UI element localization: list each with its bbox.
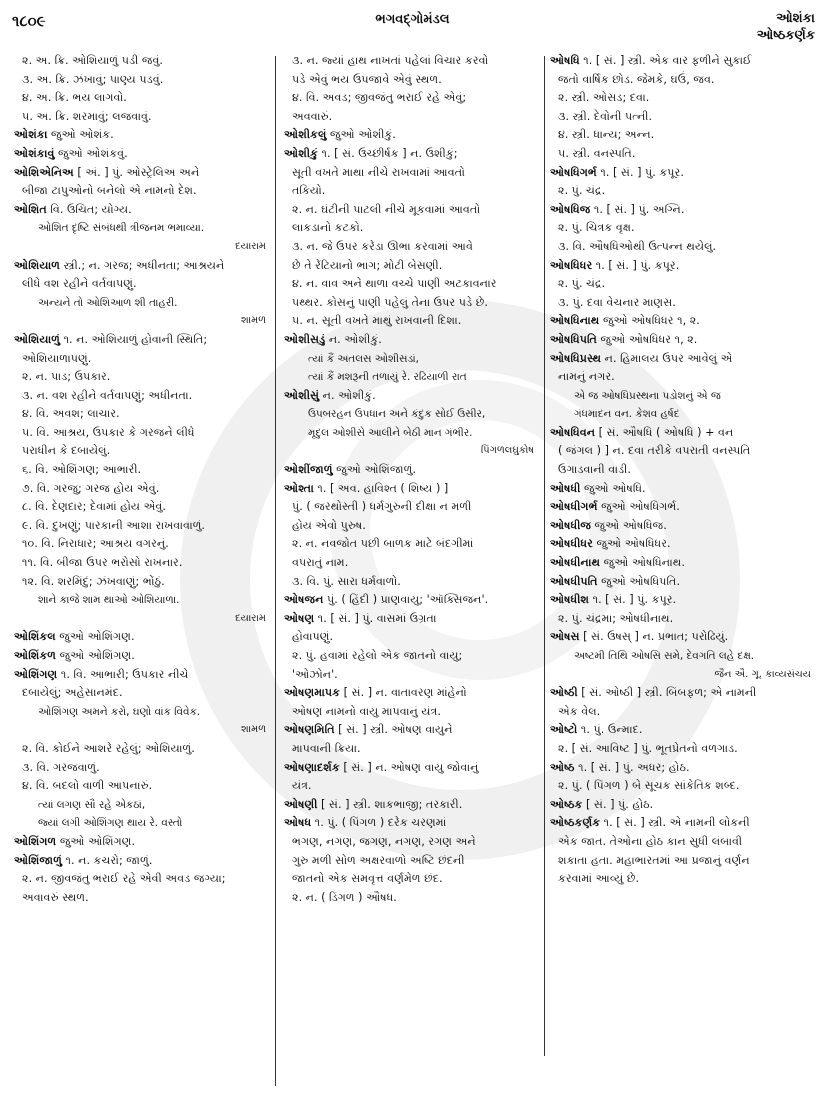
entry-headword: ઓષણમિતિ	[284, 723, 335, 737]
continuation-line: પડે એવું ભય ઉપજાવે એવું સ્થળ.	[292, 72, 442, 86]
dictionary-entry	[550, 517, 815, 536]
continuation-line: અવાવરું સ્થળ.	[22, 890, 89, 904]
dictionary-entry	[14, 852, 270, 871]
entry-headword: ઓષ્ઠ	[550, 760, 575, 774]
continuation-line: એક જાત. તેઓના હોઠ કાન સુધી લંબાવી	[558, 834, 743, 848]
quotation-source: દયારામ	[235, 240, 266, 252]
entry-headword: ઓશિંજાળું	[14, 853, 62, 867]
quotation-line: ઓશિંગણ અમને કરો, ઘણો વાંક વિવેક.	[38, 705, 201, 718]
entry-definition: જુઓ ઓશીકું.	[326, 128, 396, 142]
sense-line: ૨. પું. હવામાં રહેલો એક જાતનો વાયુ;	[292, 649, 463, 662]
entry-definition: [ સં. ] ન. ઓષણ વાયુ જોવાનું	[339, 760, 479, 774]
dictionary-entry	[14, 666, 270, 685]
sense-line: ૨. પું. ચંદ્રમા; ઓષધીનાથ.	[558, 611, 674, 625]
dictionary-entry	[550, 721, 815, 740]
continuation-line: દબાયેલું; અહેસાનમંદ.	[22, 686, 123, 700]
entry-definition: ૧. ન. ઓશિયાળું હોવાની સ્થિતિ;	[60, 332, 208, 346]
entry-headword: ઓષણી	[284, 797, 318, 811]
sense-line: ૫. ન. સૂતી વખતે માથું રાખવાની દિશા.	[292, 314, 462, 328]
entry-headword: ઓષધિવન	[550, 425, 596, 439]
dictionary-entry	[284, 145, 538, 164]
sense-line: ૩. ન. વશ રહીને વર્તવાપણું; અધીનતા.	[22, 388, 193, 402]
entry-definition: ૧. [ સં. ] સ્ત્રી. એક વાર ફળીને સુકાઈ	[579, 54, 752, 67]
dictionary-entry	[550, 480, 815, 499]
sense-line: ૫. સ્ત્રી. વનસ્પતિ.	[558, 146, 636, 160]
dictionary-entry	[284, 759, 538, 778]
entry-definition: જુઓ ઓશંક.	[47, 128, 114, 142]
entry-definition: જુઓ ઓશિંગણ.	[56, 834, 136, 848]
dictionary-entry	[550, 759, 815, 778]
entry-definition: જુઓ ઓશંકવું.	[54, 146, 128, 160]
quotation-line: અષ્ટમી તિથિ ઓષસિ સમે, દેવગતિ લહે દક્ષ.	[574, 650, 755, 662]
entry-headword: ઓષધિધર	[550, 258, 593, 272]
dictionary-entry	[550, 684, 815, 703]
entry-headword: ઓષધિપ્રસ્થ	[550, 351, 602, 365]
quotation-source: શામળ	[240, 315, 266, 327]
dictionary-entry	[550, 498, 815, 517]
dictionary-entry	[284, 814, 538, 833]
quotation-line: ગંધમાદન વન. કેશવ હર્ષદ	[574, 408, 680, 421]
sense-line: ૧૧. વિ. બીજા ઉપર ભરોસો રાખનાર.	[22, 556, 183, 570]
continuation-line: વપરાતું નામ.	[292, 556, 349, 570]
entry-headword: ઓષસ	[550, 630, 580, 644]
page-title: ભગવદ્ગોમંડલ	[375, 12, 450, 27]
dictionary-entry	[284, 387, 538, 406]
guide-words	[757, 10, 815, 44]
entry-headword: ઓષ્ઠક	[550, 797, 583, 811]
page-number: ૧૮૦૯	[12, 12, 46, 30]
continuation-line: હોવાપણું.	[292, 630, 334, 644]
entry-headword: ઓશિંકલ	[14, 630, 56, 644]
continuation-line: પું. ( જરથોસ્તી ) ધર્મગુરુની દીક્ષા ન મળી	[292, 500, 472, 514]
dictionary-entry	[14, 331, 270, 350]
dictionary-entry	[550, 796, 815, 815]
entry-headword: ઓશિંકળ	[14, 649, 57, 662]
entry-definition: ૧. [ સં. ] પું. કપૂર.	[596, 165, 684, 179]
entry-headword: ઓષધિગર્ભ	[550, 165, 597, 179]
column-divider	[544, 56, 545, 1056]
entry-definition: ન. ઓશીકું.	[319, 388, 376, 402]
sense-line: ૩. વિ. ઔષધિઓથી ઉત્પન્ન થયેલું.	[558, 239, 717, 253]
entry-definition: [ સં. ] ન. વાતાવરણ માંહેનો	[340, 686, 467, 700]
quotation-line: ત્યાં લગણ સૌ રહે એકઠાં,	[38, 798, 146, 811]
dictionary-entry	[550, 591, 815, 610]
sense-line: ૫. અ. ક્રિ. શરમાવું; લજવાવું.	[22, 109, 152, 123]
sense-line: ૩. ન. જ્યાં હાથ નાખતાં પહેલાં વિચાર કરવો	[292, 54, 489, 67]
entry-headword: ઓષ્ટો	[550, 723, 578, 737]
sense-line: ૩. ન. જે ઉપર કરેડા ઊભા કરવામાં આવે	[292, 239, 473, 253]
quotation-source: પિંગળલઘુકોષ	[480, 445, 534, 457]
entry-definition: ૧. વિ. આભારી; ઉપકાર નીચે	[57, 667, 189, 681]
continuation-line: એક વેલ.	[558, 704, 601, 718]
dictionary-entry	[14, 145, 270, 164]
dictionary-entry	[550, 201, 815, 220]
continuation-line: જતો વાર્ષિક છોડ. જેમકે, ઘઉં, જવ.	[558, 72, 715, 86]
entry-headword: ઓષધીજ	[550, 518, 591, 532]
quotation-source: દયારામ	[235, 612, 266, 624]
continuation-line: પથ્થર. કોસનું પાણી પહેલું તેના ઉપર પડે છે.	[292, 295, 488, 309]
entry-headword: ઓષધીનાથ	[550, 556, 601, 570]
entry-headword: ઓશ્તા	[284, 481, 314, 495]
dictionary-entry	[284, 591, 538, 610]
continuation-line: નામનું નગર.	[558, 370, 615, 384]
sense-line: ૨. ન. નવજોત પછી બાળક માટે બંદગીમાં	[292, 537, 474, 551]
dictionary-entry	[284, 721, 538, 740]
entry-definition: ૧. [ સં. ] પું. અગ્નિ.	[590, 202, 685, 216]
quotation-line: ઓશિત દૃષ્ટિ સંબંધથી ત્રીજનમ ભમાવ્યા.	[38, 222, 205, 235]
entry-headword: ઓશીકલું	[284, 128, 327, 142]
quotation-source: જૈન ઐ. ગૂ. કાવ્યસંચય	[714, 668, 811, 680]
entry-headword: ઓશિએનિઅ	[14, 165, 74, 179]
sense-line: ૨. પું. ( પિંગળ ) બે સૂચક સાંકેતિક શબ્દ.	[558, 779, 740, 793]
entry-headword: ઓશિંગળ	[14, 834, 57, 848]
continuation-line: તકિયો.	[292, 184, 326, 198]
sense-line: ૨. [ સં. આવિષ્ટ ] પું. ભૂતપ્રેતનો વળગાડ.	[558, 741, 738, 755]
sense-line: ૩. પું. દવા વેચનાર માણસ.	[558, 295, 676, 309]
entry-headword: ઓશંકા	[14, 128, 48, 142]
dictionary-entry	[284, 610, 538, 629]
entry-headword: ઓશીકું	[284, 146, 318, 160]
entry-headword: ઓશિયાળું	[14, 332, 61, 346]
entry-definition: જુઓ ઓષધિજ.	[590, 518, 667, 532]
entry-headword: ઓશિંગણ	[14, 667, 58, 681]
entry-definition: ૧. [ સં. ] પું. અધર; હોઠ.	[574, 760, 690, 774]
entry-definition: ૧. [ સં. ] સ્ત્રી. એ નામની લોકની	[600, 816, 750, 830]
sense-line: ૧૨. વિ. શરમિંદું; ઝંખવાણું; ભોંઠું.	[22, 574, 165, 588]
entry-headword: ઓષધિ	[550, 54, 580, 67]
dictionary-entry	[550, 350, 815, 369]
entry-definition: જુઓ ઓષધિગર્ભ.	[597, 500, 680, 514]
dictionary-entry	[284, 331, 538, 350]
continuation-line: લીધે વશ રહીને વર્તવાપણું.	[22, 277, 137, 291]
entry-definition: જુઓ ઓશિંગણ.	[55, 630, 135, 644]
sense-line: ૮. વિ. દેણદાર; દેવામાં હોય એવું.	[22, 500, 166, 514]
entry-definition: [ સં. ઉષસ્ ] ન. પ્રભાત; પરોઢિયું.	[579, 630, 729, 644]
entry-definition: ૧. પું. ઉન્માદ.	[577, 723, 643, 737]
dictionary-entry	[550, 312, 815, 331]
dictionary-entry	[550, 535, 815, 554]
entry-headword: ઓશીસું	[284, 388, 320, 402]
column-divider	[275, 56, 276, 1086]
quotation-line: મૃદુલ ઓશીસે આલીને બેઠી માન ગંભીર.	[308, 426, 473, 439]
dictionary-entry	[14, 164, 270, 183]
entry-headword: ઓષધી	[550, 481, 581, 495]
sense-line: ૩. વિ. ગરજવાળું.	[22, 760, 100, 774]
entry-headword: ઓશીસડું	[284, 332, 326, 346]
entry-definition: સ્ત્રી.; ન. ગરજ; અધીનતા; આશ્રયને	[60, 258, 225, 272]
entry-definition: જુઓ ઓષધિધર ૧, ૨.	[596, 332, 698, 346]
continuation-line: સૂતી વખતે માથા નીચે રાખવામાં આવતો	[292, 165, 465, 179]
dictionary-entry	[550, 814, 815, 833]
entry-definition: જુઓ ઓશિંગણ.	[56, 649, 135, 662]
entry-definition: ૧. [ સં. ] પું. કપૂર.	[592, 258, 680, 272]
dictionary-entry	[14, 201, 270, 220]
dictionary-entry	[14, 126, 270, 145]
quotation-line: ઉપબરહન ઉપધાન અને કંદુક સોઈ ઉસીર,	[308, 408, 486, 421]
entry-definition: [ સં. ] સ્ત્રી. શાકભાજી; તરકારી.	[317, 797, 463, 811]
dictionary-entry	[550, 573, 815, 592]
dictionary-entry	[14, 833, 270, 852]
entry-headword: ઓષધીપતિ	[550, 574, 598, 588]
sense-line: ૪. વિ. અવડ; જીવજંતુ ભરાઈ રહે એવું;	[292, 91, 467, 105]
column-right	[550, 52, 815, 889]
continuation-line: છે તે રેંટિયાનો ભાગ; મોટી બેસણી.	[292, 258, 443, 272]
dictionary-entry	[550, 52, 815, 71]
dictionary-entry	[284, 684, 538, 703]
entry-definition: ન. હિમાલય ઉપર આવેલું એ	[601, 351, 733, 365]
sense-line: ૩. અ. ક્રિ. ઝંખાવું; પાણ્ય પડવું.	[22, 72, 164, 86]
entry-headword: ઓષધ	[284, 816, 312, 830]
sense-line: ૨. અ. ક્રિ. ઓશિયાળું પડી જવું.	[22, 54, 163, 67]
entry-definition: [ સં. ] સ્ત્રી. ઓષણ વાયુને	[334, 723, 453, 737]
dictionary-entry	[284, 796, 538, 815]
column-left	[14, 52, 270, 907]
sense-line: ૯. વિ. દુખણું; પારકાની આશા રાખવાવાળું.	[22, 518, 205, 532]
entry-definition: ન. ઓશીકું.	[325, 332, 382, 346]
sense-line: ૬. વિ. ઓશિંગણ; આભારી.	[22, 463, 142, 477]
entry-definition: જુઓ ઓષધિપતિ.	[597, 574, 681, 588]
entry-definition: [ સં. ઔષધિ ( ઓષધિ ) + વન	[595, 425, 734, 439]
entry-headword: ઓશંકાવું	[14, 146, 55, 160]
entry-definition: ૧. ન. કચરો; જાળું.	[61, 853, 153, 867]
continuation-line: ( જંગલ ) ] ન. દવા તરીકે વપરાતી વનસ્પતિ	[558, 444, 751, 458]
entry-headword: ઓષજન	[284, 593, 324, 607]
dictionary-entry	[284, 461, 538, 480]
continuation-line: જાતનો એક સમવૃત્ત વર્ણમેળ છંદ.	[292, 872, 443, 886]
continuation-line: લાકડાનો કટકો.	[292, 221, 364, 235]
continuation-line: ઉગાડવાની વાડી.	[558, 463, 631, 477]
entry-headword: ઓશિયાળ	[14, 258, 61, 272]
quotation-line: શાને કાજે શામ થાઓ ઓશિયાળા.	[38, 594, 180, 607]
quotation-line: અન્યને તો ઓશિઆળ શી તાહરી.	[38, 296, 178, 309]
sense-line: ૨. વિ. કોઈને આશરે રહેલું; ઓશિયાળું.	[22, 741, 195, 755]
entry-definition: પું. ( હિંદી ) પ્રાણવાયુ; 'ઑક્સિજન'.	[323, 593, 489, 607]
quotation-source: શામળ	[240, 724, 266, 736]
entry-headword: ઓષણમાપક	[284, 686, 341, 700]
entry-headword: ઓષધીશ	[550, 593, 590, 607]
sense-line: ૪. વિ. બદલો વાળી આપનારું.	[22, 779, 153, 793]
entry-headword: ઓષણાદર્શક	[284, 760, 340, 774]
continuation-line: 'ઓઝોન'.	[292, 667, 338, 681]
entry-headword: ઓષ્ઠકર્ણક	[550, 816, 601, 830]
continuation-line: હોય એવો પુરુષ.	[292, 518, 366, 532]
sense-line: ૨. પું. ચંદ્ર.	[558, 277, 606, 291]
page-header	[0, 0, 825, 52]
sense-line: ૫. વિ. આશ્રય, ઉપકાર કે ગરજને લીધે	[22, 425, 195, 439]
quotation-line: એ જ ઓષધિપ્રસ્થના પડોશનું એ જ	[574, 389, 721, 402]
sense-line: ૪. સ્ત્રી. ધાન્ય; અન્ન.	[558, 128, 655, 142]
entry-definition: જુઓ ઓષધિધર ૧, ૨.	[599, 314, 700, 328]
entry-headword: ઓશીંજાળું	[284, 463, 333, 477]
guide-word-bottom: ઓષ્ઠકર્ણક	[756, 28, 815, 43]
entry-headword: ઓષધીધર	[550, 537, 593, 551]
continuation-line: શકાતા હતા. મહાભારતમાં આ પ્રજાનું વર્ણન	[558, 853, 750, 867]
entry-headword: ઓષધિનાથ	[550, 314, 600, 328]
continuation-line: ભગણ, નગણ, જગણ, નગણ, રગણ અને	[292, 834, 476, 848]
entry-headword: ઓષધિપતિ	[550, 332, 597, 346]
sense-line: ૨. ન. જીવજંતુ ભરાઈ રહે એવી અવડ જગ્યા;	[22, 872, 226, 886]
entry-definition: ૧. [ સં. ઉચ્છીર્ષક ] ન. ઉશીકું;	[317, 146, 458, 160]
sense-line: ૨. ન. ( ડિંગળ ) ઔષધ.	[292, 890, 397, 904]
sense-line: ૨. પું. ચિત્રક વૃક્ષ.	[558, 221, 635, 235]
continuation-line: બીજા ટાપુઓનો બનેલો એ નામનો દેશ.	[22, 184, 197, 198]
sense-line: ૭. વિ. ગરજુ; ગરજ હોય એવું.	[22, 481, 160, 495]
dictionary-entry	[550, 257, 815, 276]
entry-headword: ઓષધિજ	[550, 202, 591, 216]
sense-line: ૧૦. વિ. નિરાધાર; આશ્રય વગરનું.	[22, 537, 169, 551]
entry-definition: જુઓ ઓષધિ.	[580, 481, 646, 495]
sense-line: ૨. પું. ચંદ્ર.	[558, 184, 606, 198]
quotation-line: જ્યાં લગી ઓશિંગણ થાય રે. વસ્તો	[38, 817, 183, 830]
sense-line: ૪. અ. ક્રિ. ભય લાગવો.	[22, 91, 127, 105]
guide-word-top: ઓશંકા	[776, 11, 815, 26]
entry-definition: ૧. [ અવ. હાવિશ્ત ( શિષ્ય ) ]	[313, 481, 449, 495]
continuation-line: અવવારું.	[292, 109, 333, 123]
entry-headword: ઓષધીગર્ભ	[550, 500, 598, 514]
continuation-line: પરાધીન કે દબાયેલું.	[22, 444, 111, 458]
sense-line: ૨. સ્ત્રી. ઓસડ; દવા.	[558, 91, 650, 105]
sense-line: ૩. વિ. પું. સારા ધર્મવાળો.	[292, 574, 401, 588]
entry-headword: ઓશિત	[14, 202, 47, 216]
quotation-line: ત્યાં કૈં મશરૂની તળાયું રે. રઢિયાળી રાત	[308, 371, 467, 384]
dictionary-entry	[14, 628, 270, 647]
dictionary-entry	[284, 126, 538, 145]
column-middle	[284, 52, 538, 907]
quotation-line: ત્યાં કૈં અતલસ ઓશીસડાં,	[308, 352, 419, 365]
dictionary-columns	[0, 52, 825, 1093]
entry-headword: ઓષણ	[284, 611, 315, 625]
dictionary-entry	[550, 424, 815, 443]
continuation-line: યંત્ર.	[292, 779, 312, 793]
dictionary-entry	[284, 480, 538, 499]
continuation-line: ગુરુ મળી સોળ અક્ષરવાળો અષ્ટિ છંદની	[292, 853, 465, 867]
dictionary-entry	[550, 628, 815, 647]
entry-definition: [ સં. ] પું. હોઠ.	[582, 797, 654, 811]
entry-definition: ૧. [ સં. ] પું. વાસમાં ઉગ્રતા	[314, 611, 437, 625]
sense-line: ૨. ન. પાડ; ઉપકાર.	[22, 370, 111, 384]
dictionary-entry	[550, 331, 815, 350]
dictionary-entry	[14, 647, 270, 666]
entry-definition: ૧. [ સં. ] પું. કપૂર.	[589, 593, 677, 607]
sense-line: ૪. ન. વાવ અને થાળા વચ્ચે પાણી અટકાવનાર	[292, 277, 497, 291]
sense-line: ૪. વિ. અવશ; લાચાર.	[22, 407, 120, 421]
continuation-line: માપવાની ક્રિયા.	[292, 741, 361, 755]
entry-definition: [ અં. ] પું. ઓસ્ટ્રેલિઅ અને	[73, 165, 200, 179]
entry-definition: જુઓ ઓશિંજાળું.	[332, 463, 417, 477]
continuation-line: ઓષણ નામનો વાયુ માપવાનું યંત્ર.	[292, 704, 441, 718]
entry-headword: ઓષ્ઠી	[550, 686, 578, 700]
dictionary-entry	[550, 164, 815, 183]
dictionary-entry	[550, 554, 815, 573]
continuation-line: કરવામાં આવ્યું છે.	[558, 872, 640, 886]
entry-definition: જુઓ ઓષધિધર.	[592, 537, 671, 551]
sense-line: ૨. ન. ઘંટીની પાટલી નીચે મૂકવામાં આવતો	[292, 202, 481, 216]
sense-line: ૩. સ્ત્રી. દેવોની પત્ની.	[558, 109, 653, 123]
entry-definition: વિ. ઉચિત; યોગ્ય.	[46, 202, 132, 216]
continuation-line: ઓશિયાળાપણું.	[22, 351, 92, 365]
entry-definition: ૧. પું. ( પિંગળ ) દરેક ચરણમાં	[311, 816, 447, 830]
entry-definition: [ સં. ઓષ્ઠી ] સ્ત્રી. બિંબફળ; એ નામની	[577, 686, 757, 700]
dictionary-entry	[14, 257, 270, 276]
entry-definition: જુઓ ઓષધિનાથ.	[600, 556, 685, 570]
